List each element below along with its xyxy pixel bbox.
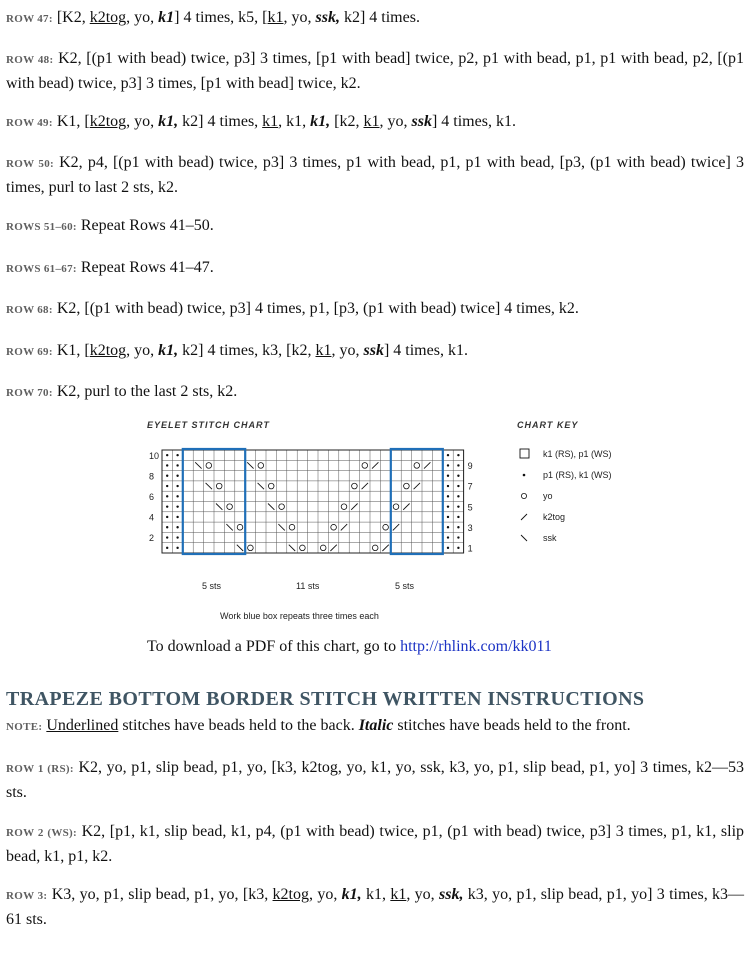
yo-symbol xyxy=(289,524,295,530)
download-link[interactable]: http://rhlink.com/kk011 xyxy=(400,638,552,655)
row-number-left: 10 xyxy=(149,450,160,461)
purl-dot xyxy=(166,464,168,466)
row-label: ROW 3: xyxy=(6,890,48,902)
label-5-sts-left: 5 sts xyxy=(202,581,222,591)
key-k2tog-icon xyxy=(521,514,527,520)
k2tog-symbol xyxy=(393,524,399,530)
purl-dot xyxy=(447,454,449,456)
row-49 xyxy=(6,110,744,135)
yo-symbol xyxy=(206,463,212,469)
row-label: ROWS 61–67: xyxy=(6,263,77,275)
row-label: ROWS 51–60: xyxy=(6,221,77,233)
text-fragment: k2] 4 times, k3, [k2, xyxy=(178,342,316,359)
text-fragment: , yo, xyxy=(126,342,159,359)
purl-dot xyxy=(166,536,168,538)
purl-dot xyxy=(457,516,459,518)
ssk-symbol xyxy=(258,483,264,489)
stitch-grid xyxy=(149,449,473,554)
k2tog-symbol xyxy=(330,545,336,551)
text-fragment: Repeat Rows 41–47. xyxy=(80,259,214,276)
row-number-left: 6 xyxy=(149,492,155,502)
purl-dot xyxy=(176,495,178,497)
text-fragment: K2, p4, [(p1 with bead) twice, p3] 3 times, p1 with bead, p1, p1 with bead, [p3, (p1 with bead) twice] 3 times, purl to last 2 sts, k2. xyxy=(6,154,744,196)
text-fragment: k1, xyxy=(158,113,179,130)
purl-dot xyxy=(447,505,449,507)
row-68 xyxy=(6,297,744,322)
k2tog-symbol xyxy=(403,504,409,510)
text-fragment: k2tog xyxy=(89,113,127,130)
purl-dot xyxy=(176,536,178,538)
yo-symbol xyxy=(248,545,254,551)
text-fragment: K2, [p1, k1, slip bead, k1, p4, (p1 with bead) twice, p1, (p1 with bead) twice, p3] 3 times, p1, k1, slip bead, k1, p1, k2. xyxy=(6,823,745,865)
row-69 xyxy=(6,339,744,364)
chart-key-title: CHART KEY xyxy=(517,420,579,430)
purl-dot xyxy=(447,464,449,466)
yo-symbol xyxy=(258,463,264,469)
text-fragment: stitches have beads held to the front. xyxy=(393,717,631,734)
purl-dot xyxy=(457,454,459,456)
text-fragment: k1 xyxy=(390,886,407,903)
ssk-symbol xyxy=(289,545,295,551)
text-fragment: ssk xyxy=(363,342,384,359)
row-number-left: 4 xyxy=(149,512,155,523)
chart-title: EYELET STITCH CHART xyxy=(147,420,270,430)
text-fragment: k1 xyxy=(363,113,380,130)
text-fragment: ssk, xyxy=(315,9,340,26)
purl-dot xyxy=(457,475,459,477)
section-heading: TRAPEZE BOTTOM BORDER STITCH WRITTEN INSTRUCTIONS xyxy=(6,688,645,710)
k2tog-symbol xyxy=(414,483,420,489)
text-fragment: [k2, xyxy=(330,113,364,130)
yo-symbol xyxy=(362,463,368,469)
text-fragment: ssk, xyxy=(439,886,464,903)
purl-dot xyxy=(447,526,449,528)
purl-dot xyxy=(457,536,459,538)
text-fragment: K1, [ xyxy=(56,342,90,359)
text-fragment: Italic xyxy=(358,717,394,734)
key-dot-icon xyxy=(523,474,526,477)
row-label: ROW 49: xyxy=(6,117,53,129)
text-fragment: ] 4 times, k1. xyxy=(431,113,516,130)
yo-symbol xyxy=(331,524,337,530)
text-fragment: , yo, xyxy=(379,113,412,130)
row-2-ws xyxy=(6,820,744,868)
purl-dot xyxy=(176,464,178,466)
text-fragment: K1, [ xyxy=(56,113,90,130)
rows-51-60 xyxy=(6,214,744,239)
purl-dot xyxy=(457,526,459,528)
yo-symbol xyxy=(383,524,389,530)
purl-dot xyxy=(447,495,449,497)
download-line xyxy=(147,638,552,656)
text-fragment: K2, yo, p1, slip bead, p1, yo, [k3, k2tog, yo, k1, yo, ssk, k3, yo, p1, slip bead, p1, yo] 3 times, k2—53 sts. xyxy=(6,759,745,801)
note xyxy=(6,714,744,739)
yo-symbol xyxy=(414,463,420,469)
purl-dot xyxy=(166,516,168,518)
yo-symbol xyxy=(341,504,347,510)
yo-symbol xyxy=(300,545,306,551)
row-number-right: 9 xyxy=(467,461,473,472)
text-fragment: , k1, xyxy=(278,113,311,130)
chart-key xyxy=(520,449,612,543)
purl-dot xyxy=(176,485,178,487)
k2tog-symbol xyxy=(341,524,347,530)
row-number-right: 7 xyxy=(467,481,473,492)
text-fragment: K3, yo, p1, slip bead, p1, yo, [k3, xyxy=(51,886,273,903)
ssk-symbol xyxy=(268,504,274,510)
yo-symbol xyxy=(268,483,274,489)
text-fragment: , yo, xyxy=(331,342,364,359)
purl-dot xyxy=(166,454,168,456)
yo-symbol xyxy=(227,504,233,510)
text-fragment: ssk xyxy=(411,113,432,130)
yo-symbol xyxy=(393,504,399,510)
rows-61-67 xyxy=(6,256,744,281)
row-number-right: 5 xyxy=(467,502,473,513)
eyelet-stitch-chart xyxy=(140,414,620,626)
yo-symbol xyxy=(352,483,358,489)
text-fragment: K2, purl to the last 2 sts, k2. xyxy=(56,383,238,400)
row-48 xyxy=(6,47,744,95)
key-label: k1 (RS), p1 (WS) xyxy=(543,449,612,459)
row-number-left: 8 xyxy=(149,471,155,482)
purl-dot xyxy=(176,475,178,477)
purl-dot xyxy=(176,505,178,507)
ssk-symbol xyxy=(278,524,284,530)
row-label: ROW 47: xyxy=(6,13,53,25)
text-fragment: k1 xyxy=(315,342,332,359)
key-label: p1 (RS), k1 (WS) xyxy=(543,470,612,480)
row-label: ROW 50: xyxy=(6,158,54,170)
text-fragment: K2, [(p1 with bead) twice, p3] 4 times, p1, [p3, (p1 with bead) twice] 4 times, k2. xyxy=(56,300,579,317)
text-fragment: K2, [(p1 with bead) twice, p3] 3 times, [p1 with bead] twice, p2, p1 with bead, p1, p1 with bead, p2, [(p1 with bead) twice, p3] 3 times, [p1 with bead] twice, k2. xyxy=(6,50,745,92)
purl-dot xyxy=(457,495,459,497)
row-3 xyxy=(6,883,744,931)
key-box-icon xyxy=(520,449,529,458)
row-47 xyxy=(6,6,744,31)
text-fragment: [K2, xyxy=(56,9,90,26)
label-11-sts: 11 sts xyxy=(296,581,320,591)
k2tog-symbol xyxy=(372,462,378,468)
ssk-symbol xyxy=(206,483,212,489)
download-text: To download a PDF of this chart, go to xyxy=(147,638,401,655)
note-label: NOTE: xyxy=(6,721,43,733)
purl-dot xyxy=(457,547,459,549)
purl-dot xyxy=(447,516,449,518)
row-70 xyxy=(6,380,744,405)
purl-dot xyxy=(457,485,459,487)
purl-dot xyxy=(166,475,168,477)
text-fragment: k1, xyxy=(341,886,362,903)
ssk-symbol xyxy=(237,545,243,551)
yo-symbol xyxy=(279,504,285,510)
row-label: ROW 69: xyxy=(6,346,53,358)
text-fragment: , yo, xyxy=(406,886,439,903)
text-fragment: , yo, xyxy=(283,9,316,26)
text-fragment: k1 xyxy=(267,9,284,26)
text-fragment: k3, yo, p1, slip bead, p1, yo] 3 times, k3—61 sts. xyxy=(6,886,745,928)
yo-symbol xyxy=(372,545,378,551)
yo-symbol xyxy=(320,545,326,551)
purl-dot xyxy=(447,536,449,538)
text-fragment: Repeat Rows 41–50. xyxy=(80,217,214,234)
chart-figure xyxy=(140,414,620,626)
text-fragment: k1 xyxy=(158,9,175,26)
text-fragment: k1, xyxy=(310,113,331,130)
text-fragment: Underlined xyxy=(46,717,119,734)
row-label: ROW 2 (WS): xyxy=(6,827,77,839)
yo-symbol xyxy=(237,524,243,530)
text-fragment: , yo, xyxy=(308,886,342,903)
k2tog-symbol xyxy=(382,545,388,551)
row-label: ROW 1 (RS): xyxy=(6,763,74,775)
key-yo-icon xyxy=(521,493,526,498)
text-fragment: ] 4 times, k1. xyxy=(383,342,468,359)
purl-dot xyxy=(176,454,178,456)
text-fragment: , yo, xyxy=(126,113,159,130)
ssk-symbol xyxy=(226,524,232,530)
purl-dot xyxy=(166,495,168,497)
purl-dot xyxy=(166,547,168,549)
purl-dot xyxy=(447,485,449,487)
row-50 xyxy=(6,151,744,199)
text-fragment: ] 4 times, k5, [ xyxy=(174,9,268,26)
ssk-symbol xyxy=(216,504,222,510)
purl-dot xyxy=(166,526,168,528)
key-label: ssk xyxy=(543,533,557,543)
text-fragment: k2] 4 times, xyxy=(178,113,263,130)
row-number-right: 1 xyxy=(467,543,473,554)
purl-dot xyxy=(457,505,459,507)
row-label: ROW 48: xyxy=(6,54,54,66)
row-label: ROW 68: xyxy=(6,304,53,316)
label-5-sts-right: 5 sts xyxy=(395,581,415,591)
key-label: yo xyxy=(543,491,553,501)
key-ssk-icon xyxy=(521,535,527,541)
row-number-left: 2 xyxy=(149,533,155,544)
row-label: ROW 70: xyxy=(6,387,53,399)
row-1-rs xyxy=(6,756,744,804)
purl-dot xyxy=(166,505,168,507)
purl-dot xyxy=(447,547,449,549)
purl-dot xyxy=(176,516,178,518)
text-fragment: k2tog xyxy=(89,9,127,26)
text-fragment: , yo, xyxy=(126,9,159,26)
purl-dot xyxy=(166,485,168,487)
purl-dot xyxy=(176,526,178,528)
row-number-right: 3 xyxy=(467,522,473,533)
text-fragment: k1 xyxy=(262,113,279,130)
text-fragment: k1, xyxy=(158,342,179,359)
ssk-symbol xyxy=(247,462,253,468)
purl-dot xyxy=(447,475,449,477)
ssk-symbol xyxy=(195,462,201,468)
purl-dot xyxy=(457,464,459,466)
text-fragment: k2] 4 times. xyxy=(339,9,420,26)
yo-symbol xyxy=(216,483,222,489)
k2tog-symbol xyxy=(424,462,430,468)
text-fragment: k2tog xyxy=(272,886,309,903)
yo-symbol xyxy=(404,483,410,489)
key-label: k2tog xyxy=(543,512,566,522)
purl-dot xyxy=(176,547,178,549)
text-fragment: stitches have beads held to the back. xyxy=(118,717,359,734)
chart-note: Work blue box repeats three times each xyxy=(220,611,379,621)
k2tog-symbol xyxy=(362,483,368,489)
k2tog-symbol xyxy=(351,504,357,510)
text-fragment: k2tog xyxy=(89,342,127,359)
text-fragment: k1, xyxy=(361,886,391,903)
